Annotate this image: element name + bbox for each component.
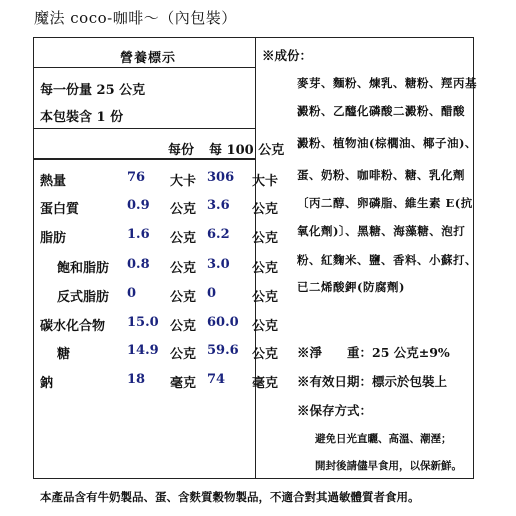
row-label: 鈉 (40, 376, 54, 391)
unit-per-serving: 毫克 (170, 376, 197, 391)
column-header-line (33, 158, 255, 160)
ingredient-line: 氧化劑)〕、黑糖、海藻糖、泡打 (297, 224, 466, 238)
nutrition-header: 營養標示 (120, 51, 177, 66)
value-per-100g: 3.0 (207, 257, 230, 272)
unit-per-100g: 毫克 (252, 376, 279, 391)
unit-per-100g: 大卡 (252, 174, 279, 189)
allergen-notice: 本產品含有牛奶製品、蛋、含麩質穀物製品，不適合對其過敏體質者食用。 (40, 490, 420, 504)
unit-per-serving: 大卡 (170, 174, 197, 189)
value-per-100g: 306 (207, 170, 235, 185)
unit-per-100g: 公克 (252, 319, 279, 334)
ingredient-line: 粉、紅麴米、鹽、香料、小蘇打、 (297, 253, 477, 267)
value-per-serving: 15.0 (127, 315, 159, 330)
unit-per-serving: 公克 (170, 290, 197, 305)
value-per-100g: 74 (207, 372, 226, 387)
storage-header: ※保存方式： (297, 403, 373, 418)
col-per-serving: 每份 (168, 143, 195, 158)
value-per-serving: 18 (127, 372, 146, 387)
unit-per-serving: 公克 (170, 202, 197, 217)
value-per-serving: 0.9 (127, 198, 150, 213)
nutrition-header-line (33, 67, 255, 68)
unit-per-serving: 公克 (170, 261, 197, 276)
ingredient-line: 蛋、奶粉、咖啡粉、糖、乳化劑 (297, 168, 465, 182)
value-per-serving: 76 (127, 170, 146, 185)
unit-per-serving: 公克 (170, 319, 197, 334)
product-title: 魔法 coco-咖啡～（內包裝） (34, 9, 237, 27)
value-per-100g: 6.2 (207, 227, 230, 242)
value-per-serving: 1.6 (127, 227, 150, 242)
col-per-100g: 每 100 公克 (209, 143, 285, 158)
value-per-serving: 0.8 (127, 257, 150, 272)
row-label: 熱量 (40, 174, 67, 189)
servings-per-package: 本包裝含 1 份 (40, 110, 124, 125)
row-label: 蛋白質 (40, 202, 80, 217)
unit-per-100g: 公克 (252, 261, 279, 276)
unit-per-100g: 公克 (252, 290, 279, 305)
value-per-100g: 59.6 (207, 343, 239, 358)
ingredient-line: 澱粉、植物油(棕櫚油、椰子油)、 (297, 136, 477, 150)
storage-line-1: 避免日光直曬、高溫、潮溼； (315, 433, 452, 445)
row-label: 飽和脂肪 (57, 261, 110, 276)
ingredients-header: ※成份： (262, 48, 313, 63)
value-per-100g: 60.0 (207, 315, 239, 330)
ingredient-line: 已二烯酸鉀(防腐劑) (297, 280, 405, 294)
unit-per-100g: 公克 (252, 231, 279, 246)
storage-line-2: 開封後請儘早食用，以保新鮮。 (315, 460, 462, 472)
unit-per-100g: 公克 (252, 202, 279, 217)
expiry-date: ※有效日期：標示於包裝上 (297, 374, 448, 389)
ingredient-line: 麥芽、麵粉、煉乳、糖粉、羥丙基 (297, 76, 477, 90)
ingredient-line: 澱粉、乙醯化磷酸二澱粉、醋酸 (297, 104, 465, 118)
value-per-serving: 0 (127, 286, 137, 301)
net-weight: ※淨 重：25 公克±9% (297, 345, 450, 360)
serving-size: 每一份量 25 公克 (40, 83, 146, 98)
value-per-100g: 0 (207, 286, 217, 301)
value-per-serving: 14.9 (127, 343, 159, 358)
unit-per-serving: 公克 (170, 231, 197, 246)
unit-per-100g: 公克 (252, 347, 279, 362)
value-per-100g: 3.6 (207, 198, 230, 213)
unit-per-serving: 公克 (170, 347, 197, 362)
ingredient-line: 〔丙二醇、卵磷脂、維生素 E(抗 (297, 196, 473, 210)
row-label: 脂肪 (40, 231, 67, 246)
row-label: 碳水化合物 (40, 319, 106, 334)
serving-line (33, 128, 255, 129)
row-label: 糖 (57, 347, 71, 362)
row-label: 反式脂肪 (57, 290, 110, 305)
